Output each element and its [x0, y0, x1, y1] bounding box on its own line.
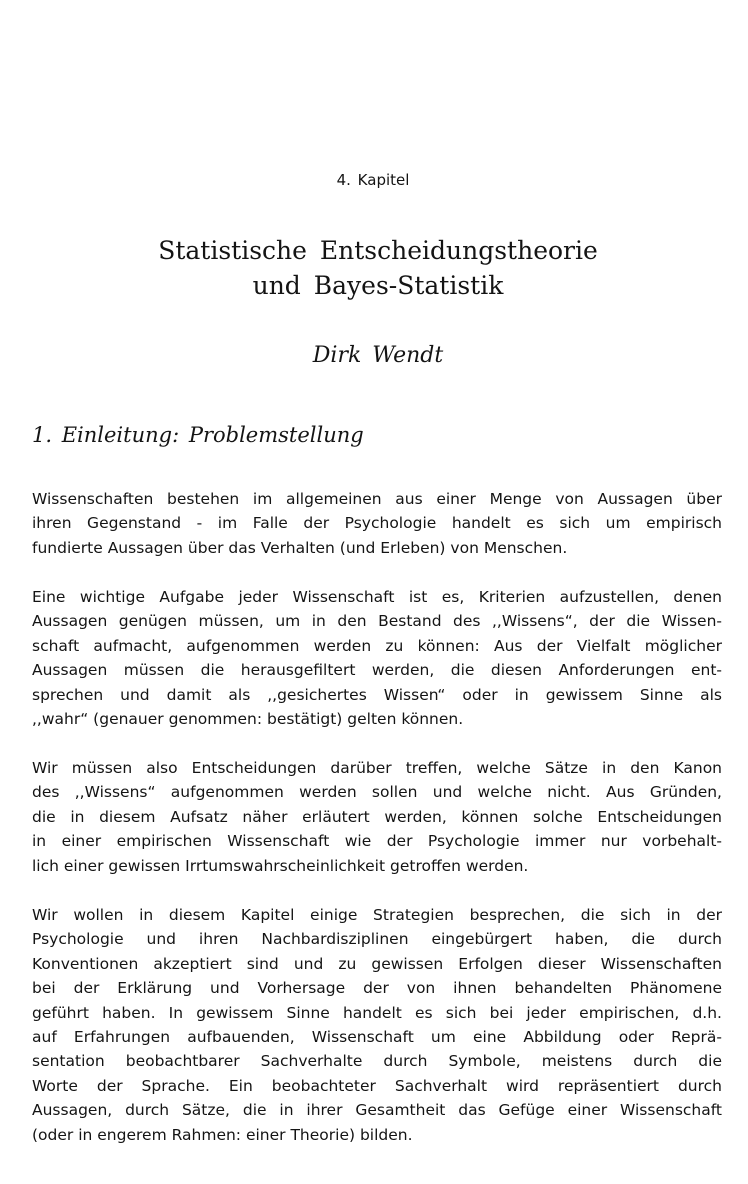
- text-line: lich einer gewissen Irrtumswahrscheinlichkeit getroffen werden.: [32, 856, 529, 875]
- text-line: sprechen und damit als ,,gesichertes Wissen“ oder in gewissem Sinne als: [32, 685, 722, 704]
- chapter-title-line-2: und Bayes-Statistik: [252, 271, 504, 300]
- text-line: Konventionen akzeptiert sind und zu gewissen Erfolgen dieser Wissenschaften: [32, 954, 722, 973]
- text-line: Aussagen, durch Sätze, die in ihrer Gesamtheit das Gefüge einer Wissenschaft: [32, 1101, 722, 1120]
- text-line: sentation beobachtbarer Sachverhalte durch Symbole, meistens durch die: [32, 1052, 722, 1071]
- paragraph-4: [32, 903, 722, 1147]
- text-line: Worte der Sprache. Ein beobachteter Sachverhalt wird repräsentiert durch: [32, 1076, 722, 1095]
- chapter-title-line-1: Statistische Entscheidungstheorie: [158, 236, 598, 265]
- text-line: geführt haben. In gewissem Sinne handelt es sich bei jeder empirischen, d.h.: [32, 1003, 722, 1022]
- text-line: bei der Erklärung und Vorhersage der von ihnen behandelten Phänomene: [32, 979, 722, 998]
- text-line: auf Erfahrungen aufbauenden, Wissenschaft um eine Abbildung oder Reprä-: [32, 1027, 722, 1046]
- author-name: Dirk Wendt: [312, 343, 444, 368]
- section-heading: 1. Einleitung: Problemstellung: [32, 423, 364, 447]
- text-line: des ,,Wissens“ aufgenommen werden sollen und welche nicht. Aus Gründen,: [32, 783, 722, 802]
- text-line: (oder in engerem Rahmen: einer Theorie) bilden.: [32, 1125, 413, 1144]
- text-line: ihren Gegenstand - im Falle der Psychologie handelt es sich um empirisch: [32, 514, 722, 533]
- text-line: Wissenschaften bestehen im allgemeinen aus einer Menge von Aussagen über: [32, 490, 722, 508]
- text-line: Wir müssen also Entscheidungen darüber treffen, welche Sätze in den Kanon: [32, 759, 722, 777]
- text-line: die in diesem Aufsatz näher erläutert werden, können solche Entscheidungen: [32, 807, 722, 826]
- chapter-label: 4. Kapitel: [336, 171, 410, 189]
- text-line: Aussagen genügen müssen, um in den Bestand des ,,Wissens“, der die Wissen-: [32, 612, 722, 631]
- text-line: Eine wichtige Aufgabe jeder Wissenschaft ist es, Kriterien aufzustellen, denen: [32, 588, 722, 606]
- text-line: fundierte Aussagen über das Verhalten (und Erleben) von Menschen.: [32, 538, 568, 557]
- paragraph-2: [32, 585, 722, 731]
- chapter-title: [0, 233, 748, 303]
- paragraph-1: [32, 487, 722, 560]
- text-line: Psychologie und ihren Nachbardisziplinen eingebürgert haben, die durch: [32, 930, 722, 949]
- text-line: ,,wahr“ (genauer genommen: bestätigt) gelten können.: [32, 709, 464, 728]
- text-line: Wir wollen in diesem Kapitel einige Strategien besprechen, die sich in der: [32, 906, 722, 924]
- paragraph-3: [32, 756, 722, 878]
- text-line: schaft aufmacht, aufgenommen werden zu können: Aus der Vielfalt möglicher: [32, 636, 722, 655]
- text-line: in einer empirischen Wissenschaft wie der Psychologie immer nur vorbehalt-: [32, 832, 722, 851]
- text-line: Aussagen müssen die herausgefiltert werden, die diesen Anforderungen ent-: [32, 661, 722, 680]
